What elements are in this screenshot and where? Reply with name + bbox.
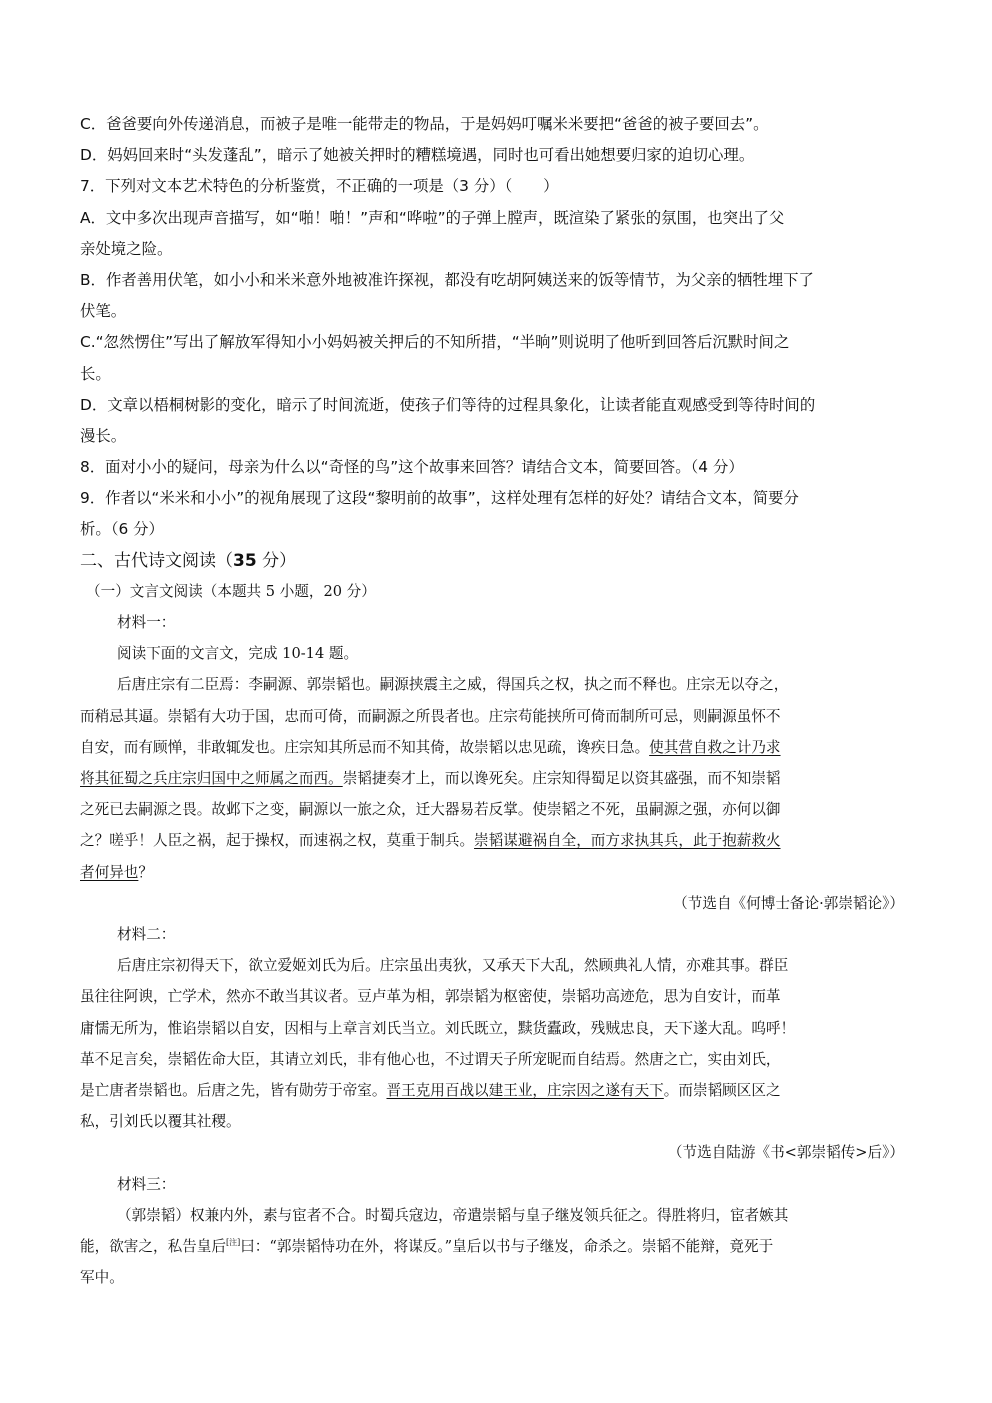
q6-option-c: C．爸爸要向外传递消息，而被子是唯一能带走的物品，于是妈妈叮嘱米米要把“爸爸的被子要回去”。	[80, 115, 769, 133]
q8: 8．面对小小的疑问，母亲为什么以“奇怪的鸟”这个故事来回答？请结合文本，简要回答。（4 分）	[80, 458, 744, 476]
q7-option-d-line1: D．文章以梧桐树影的变化，暗示了时间流逝，使孩子们等待的过程具象化，让读者能直观感受到等待时间的	[80, 396, 816, 414]
material2-line3: 庸懦无所为，惟谄崇韬以自安，因相与上章言刘氏当立。刘氏既立，黩货蠹政，残贼忠良，天下遂大乱。呜呼！	[80, 1020, 796, 1037]
material3-line2: 能，欲害之，私告皇后[注]曰：“郭崇韬恃功在外，将谋反。”皇后以书与子继岌，命杀之。崇韬不能辩，竟死于	[80, 1238, 774, 1255]
q7-option-a-line2: 亲处境之险。	[80, 240, 173, 258]
material2-line4: 革不足言矣，崇韬佐命大臣，其请立刘氏，非有他心也，不过谓天子所宠昵而自结焉。然唐之亡，实由刘氏，	[80, 1051, 781, 1068]
material3-label: 材料三：	[117, 1176, 176, 1193]
material2-label: 材料二：	[117, 926, 176, 943]
q9-line1: 9．作者以“米米和小小”的视角展现了这段“黎明前的故事”，这样处理有怎样的好处？请结合文本，简要分	[80, 489, 799, 507]
q7-stem: 7．下列对文本艺术特色的分析鉴赏，不正确的一项是（3 分）（ ）	[80, 177, 559, 195]
material1-intro: 阅读下面的文言文，完成 10-14 题。	[117, 645, 359, 662]
underlined-sentence-1b: 将其征蜀之兵庄宗归国中之师属之而西。	[80, 770, 343, 787]
q9-line2: 析。（6 分）	[80, 520, 164, 538]
q7-option-c-line2: 长。	[80, 365, 111, 383]
underlined-sentence-3: 晋王克用百战以建王业，庄宗因之遂有天下	[386, 1082, 664, 1099]
section-subtitle: （一）文言文阅读（本题共 5 小题，20 分）	[86, 583, 376, 600]
q7-option-a-line1: A．文中多次出现声音描写，如“啪！啪！”声和“哗啦”的子弹上膛声，既渲染了紧张的氛围，也突出了父	[80, 209, 785, 227]
material1-source: （节选自《何博士备论·郭崇韬论》）	[673, 895, 904, 912]
material3-line3: 军中。	[80, 1269, 124, 1286]
section-title: 二、古代诗文阅读（35 分）	[80, 551, 297, 571]
q6-option-d: D．妈妈回来时“头发蓬乱”，暗示了她被关押时的糟糕境遇，同时也可看出她想要归家的迫切心理。	[80, 146, 755, 164]
material1-label: 材料一：	[117, 614, 176, 631]
q7-option-b-line1: B．作者善用伏笔，如小小和米米意外地被准许探视，都没有吃胡阿姨送来的饭等情节，为父亲的牺牲埋下了	[80, 271, 814, 289]
q7-option-d-line2: 漫长。	[80, 427, 127, 445]
material2-line1: 后唐庄宗初得天下，欲立爱姬刘氏为后。庄宗虽出夷狄，又承天下大乱，然顾典礼人情，亦难其事。群臣	[117, 957, 789, 974]
material1-line7: 者何异也？	[80, 864, 153, 881]
footnote-marker: [注]	[225, 1238, 241, 1248]
underlined-sentence-1a: 使其营自救之计乃求	[649, 739, 781, 756]
material1-line2: 而稍忌其逼。崇韬有大功于国，忠而可倚，而嗣源之所畏者也。庄宗苟能挟所可倚而制所可忌，则嗣源虽怀不	[80, 708, 781, 725]
material3-line1: （郭崇韬）权兼内外，素与宦者不合。时蜀兵寇边，帝遣崇韬与皇子继岌领兵征之。得胜将归，宦者嫉其	[117, 1207, 789, 1224]
material2-line6: 私，引刘氏以覆其社稷。	[80, 1113, 241, 1130]
material1-line3: 自安，而有顾惮，非敢辄发也。庄宗知其所忌而不知其倚，故崇韬以忠见疏，谗疾日急。使其营自救之计乃求	[80, 739, 781, 756]
material2-line2: 虽往往阿谀，亡学术，然亦不敢当其议者。豆卢革为相，郭崇韬为枢密使，崇韬功高迹危，思为自安计，而革	[80, 988, 781, 1005]
material1-line1: 后唐庄宗有二臣焉：李嗣源、郭崇韬也。嗣源挟震主之威，得国兵之权，执之而不释也。庄宗无以夺之，	[117, 676, 789, 693]
material2-source: （节选自陆游《书<郭崇韬传>后》）	[667, 1144, 904, 1161]
material1-line4: 将其征蜀之兵庄宗归国中之师属之而西。崇韬捷奏才上，而以谗死矣。庄宗知得蜀足以资其盛强，而不知崇韬	[80, 770, 781, 787]
material1-line5: 之死已去嗣源之畏。故邺下之变，嗣源以一旅之众，迁大器易若反掌。使崇韬之不死，虽嗣源之强，亦何以御	[80, 801, 781, 818]
q7-option-c-line1: C.“忽然愣住”写出了解放军得知小小妈妈被关押后的不知所措，“半晌”则说明了他听到回答后沉默时间之	[80, 333, 790, 351]
q7-option-b-line2: 伏笔。	[80, 302, 127, 320]
underlined-sentence-2a: 崇韬谋避祸自全，而方求执其兵，此于抱薪救火	[474, 832, 781, 849]
material1-line6: 之？嗟乎！人臣之祸，起于操权，而速祸之权，莫重于制兵。崇韬谋避祸自全，而方求执其兵，此于抱薪救火	[80, 832, 781, 849]
underlined-sentence-2b: 者何异也	[80, 864, 139, 881]
material2-line5: 是亡唐者崇韬也。后唐之先，皆有勋劳于帝室。晋王克用百战以建王业，庄宗因之遂有天下。而崇韬顾区区之	[80, 1082, 781, 1099]
